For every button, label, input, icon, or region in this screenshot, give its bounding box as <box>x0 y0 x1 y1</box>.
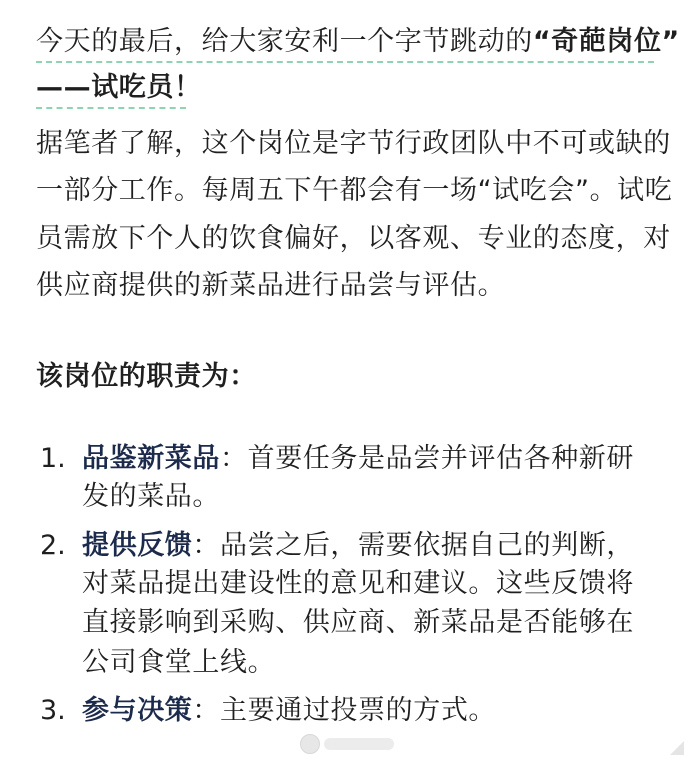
list-item <box>82 693 496 729</box>
duty-desc: 品尝之后，需要依据自己的判断， <box>220 530 635 561</box>
duty-desc: 主要通过投票的方式。 <box>220 695 497 726</box>
headline-underline-2 <box>36 107 186 109</box>
duty-desc-cont: 直接影响到采购、供应商、新菜品是否能够在 <box>82 607 634 638</box>
duty-desc-cont: 对菜品提出建设性的意见和建议。这些反馈将 <box>82 568 634 599</box>
intro-line: 供应商提供的新菜品进行品尝与评估。 <box>36 270 506 301</box>
duty-desc-cont: 公司食堂上线。 <box>82 647 276 678</box>
watermark <box>300 733 400 755</box>
headline-text: 今天的最后，给大家安利一个字节跳动的 <box>36 26 533 57</box>
duties-title: 该岗位的职责为： <box>36 361 257 392</box>
headline-line-2 <box>36 70 202 106</box>
list-number: 1. <box>40 443 66 474</box>
watermark-logo-icon <box>300 734 320 754</box>
duty-term: 参与决策 <box>82 695 193 726</box>
intro-line: 一部分工作。每周五下午都会有一场“试吃会”。试吃 <box>36 175 673 206</box>
list-item <box>82 441 634 477</box>
headline-role: ——试吃员！ <box>36 72 202 103</box>
list-item <box>82 528 634 564</box>
duty-desc: 首要任务是品尝并评估各种新研 <box>247 443 635 474</box>
intro-line: 员需放下个人的饮食偏好，以客观、专业的态度，对 <box>36 223 671 254</box>
duty-desc-cont: 发的菜品。 <box>82 481 220 512</box>
headline-line-1 <box>36 24 680 60</box>
duty-sep: ： <box>220 443 248 474</box>
list-number: 2. <box>40 530 66 561</box>
corner-fold-icon <box>670 741 684 755</box>
intro-line: 据笔者了解，这个岗位是字节行政团队中不可或缺的 <box>36 128 671 159</box>
headline-underline-1 <box>36 61 654 63</box>
duty-sep: ： <box>192 695 221 726</box>
duty-term: 提供反馈 <box>82 530 193 561</box>
watermark-text-blur <box>324 738 394 750</box>
duty-term: 品鉴新菜品 <box>82 443 220 474</box>
list-number: 3. <box>40 695 66 726</box>
duty-sep: ： <box>192 530 221 561</box>
headline-highlight: “奇葩岗位” <box>532 26 680 57</box>
